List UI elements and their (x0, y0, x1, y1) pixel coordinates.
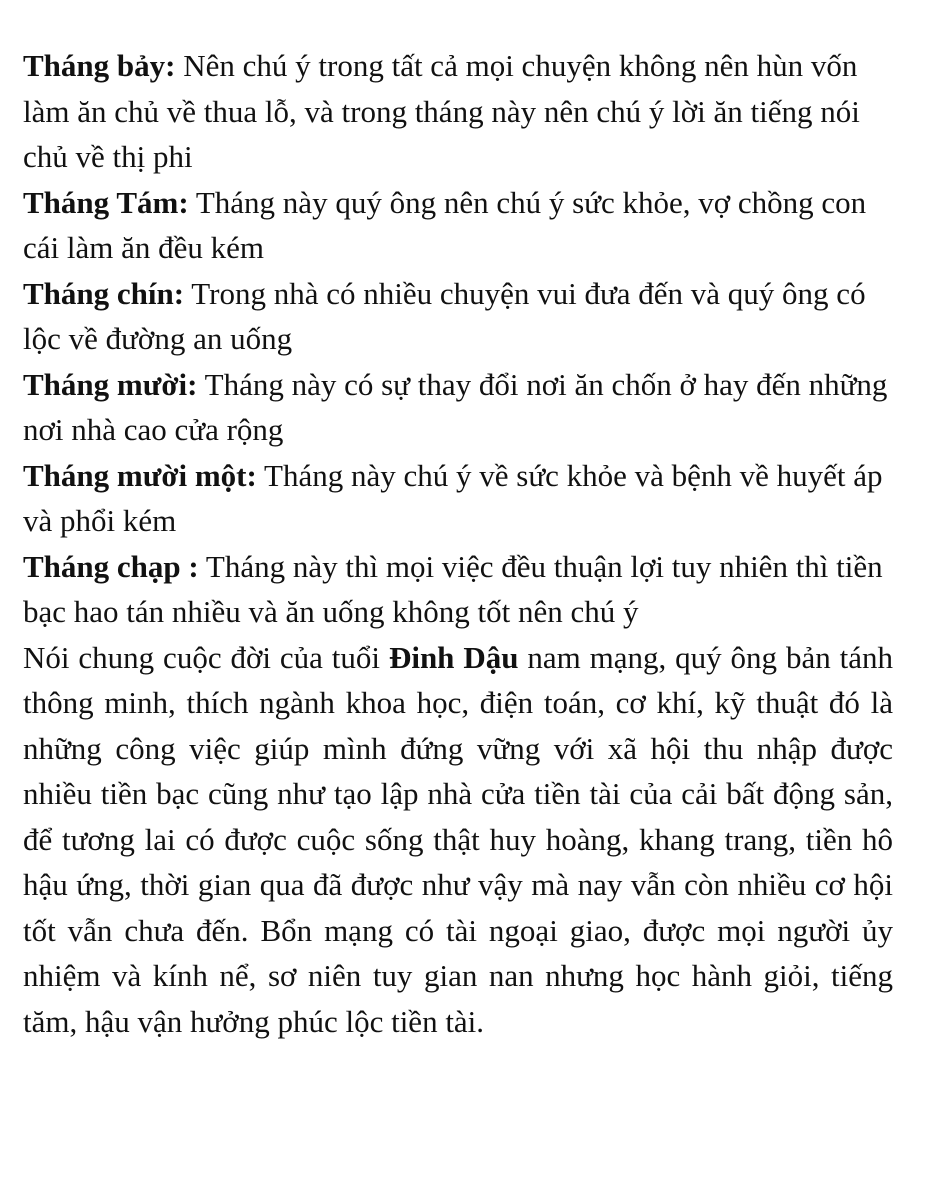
month-entry-10 (23, 362, 893, 453)
month-label-11: Tháng mười một: (23, 457, 257, 493)
month-label-10: Tháng mười: (23, 366, 198, 402)
month-label-8: Tháng Tám: (23, 184, 189, 220)
month-entry-12 (23, 544, 893, 635)
month-entry-7 (23, 43, 893, 180)
summary-highlight: Đinh Dậu (388, 639, 519, 675)
month-text-8: Tháng này quý ông nên chú ý sức khỏe, vợ chồng con cái làm ăn đều kém (23, 184, 867, 265)
summary-intro: Nói chung cuộc đời của tuổi (23, 639, 389, 675)
month-text-9: Trong nhà có nhiều chuyện vui đưa đến và quý ông có lộc về đường an uống (23, 275, 866, 356)
summary-paragraph (23, 635, 893, 1045)
summary-body: nam mạng, quý ông bản tánh thông minh, thích ngành khoa học, điện toán, cơ khí, kỹ thuật đó là những công việc giúp mình đứng vững với xã hội thu nhập được nhiều tiền bạc cũng như tạo lập nhà cửa tiền tài của cải bất động sản, để tương lai có được cuộc sống thật huy hoàng, khang trang, tiền hô hậu ứng, thời gian qua đã được như vậy mà nay vẫn còn nhiều cơ hội tốt vẫn chưa đến. Bổn mạng có tài ngoại giao, được mọi người ủy nhiệm và kính nể, sơ niên tuy gian nan nhưng học hành giỏi, tiếng tăm, hậu vận hưởng phúc lộc tiền tài. (23, 639, 893, 1039)
month-label-9: Tháng chín: (23, 275, 185, 311)
month-entry-11 (23, 453, 893, 544)
month-label-12: Tháng chạp : (23, 548, 199, 584)
month-entry-8 (23, 180, 893, 271)
month-text-10: Tháng này có sự thay đổi nơi ăn chốn ở hay đến những nơi nhà cao cửa rộng (23, 366, 888, 447)
document-body (23, 43, 893, 1044)
month-text-11: Tháng này chú ý về sức khỏe và bệnh về huyết áp và phổi kém (23, 457, 883, 538)
month-label-7: Tháng bảy: (23, 48, 176, 83)
month-entry-9 (23, 271, 893, 362)
month-text-7: Nên chú ý trong tất cả mọi chuyện không nên hùn vốn làm ăn chủ về thua lỗ, và trong tháng này nên chú ý lời ăn tiếng nói chủ về thị phi (23, 48, 860, 174)
month-text-12: Tháng này thì mọi việc đều thuận lợi tuy nhiên thì tiền bạc hao tán nhiều và ăn uống không tốt nên chú ý (23, 548, 883, 629)
